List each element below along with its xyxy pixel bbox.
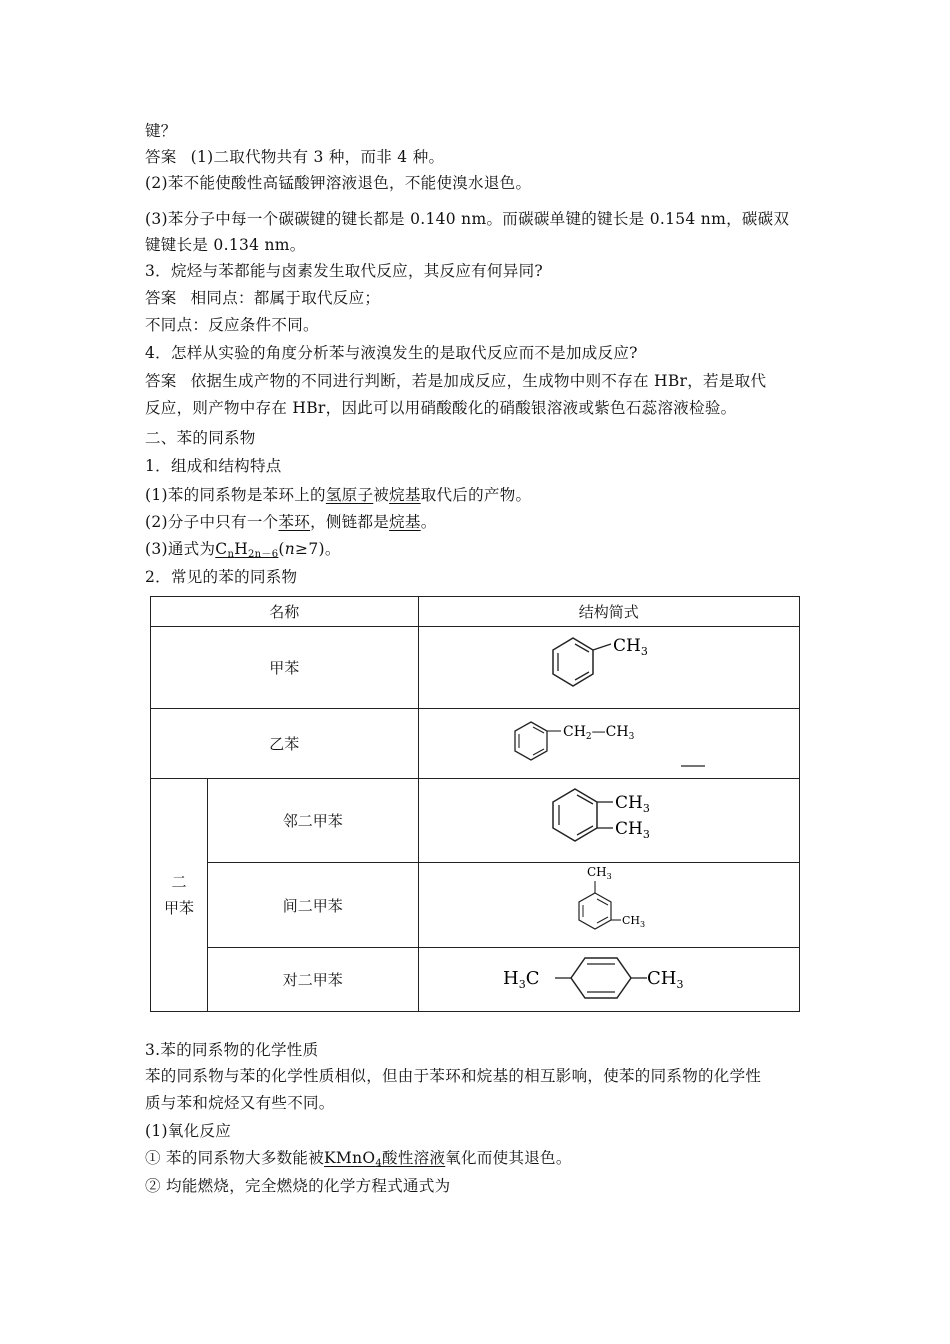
text-segment: 氧化而使其退色。 bbox=[445, 1149, 572, 1167]
line-text: 反应，则产物中存在 HBr，因此可以用硝酸酸化的硝酸银溶液或紫色石蕊溶液检验。 bbox=[145, 399, 737, 417]
ch-sub: 3 bbox=[628, 731, 635, 742]
header-name: 名称 bbox=[151, 597, 419, 627]
text-line bbox=[145, 512, 437, 532]
chain-label bbox=[563, 724, 635, 742]
line-text: (2)苯不能使酸性高锰酸钾溶液退色，不能使溴水退色。 bbox=[145, 174, 532, 192]
text-segment: 被 bbox=[373, 486, 390, 504]
answer-line bbox=[145, 147, 444, 167]
text-line bbox=[145, 1121, 231, 1141]
formula-c: C bbox=[215, 540, 228, 558]
answer-label: 答案 bbox=[145, 289, 177, 307]
underlined-answer: 氢原子 bbox=[325, 486, 374, 504]
table-row bbox=[151, 779, 800, 863]
acid-solution-text: 酸性溶液 bbox=[382, 1149, 446, 1167]
methyl-label bbox=[613, 636, 648, 658]
ch-text: CH bbox=[586, 865, 607, 879]
methyl-label bbox=[615, 793, 650, 815]
compound-name: 甲苯 bbox=[151, 627, 419, 709]
text-line bbox=[145, 398, 736, 418]
question-line bbox=[145, 343, 638, 363]
text-line bbox=[145, 173, 531, 193]
answer-text: (1)二取代物共有 3 种，而非 4 种。 bbox=[190, 148, 445, 166]
text-line bbox=[145, 1176, 450, 1196]
methyl-label bbox=[615, 819, 650, 841]
toluene-structure bbox=[529, 630, 689, 702]
methyl-label bbox=[647, 968, 683, 991]
question-text: 3．烷烃与苯都能与卤素发生取代反应，其反应有何异同? bbox=[145, 262, 543, 280]
text-segment: ( bbox=[278, 540, 285, 558]
ch-sub: 3 bbox=[676, 977, 684, 991]
ethylbenzene-structure bbox=[509, 714, 709, 770]
text-segment: ，侧链都是 bbox=[310, 513, 390, 531]
text-line bbox=[145, 485, 531, 505]
ch-text: CH bbox=[614, 792, 643, 813]
underlined-answer: 烷基 bbox=[389, 513, 421, 531]
text-segment: ≥7)。 bbox=[295, 540, 341, 558]
underlined-answer: 苯环 bbox=[278, 513, 311, 531]
bond-dash: — bbox=[591, 723, 606, 740]
text-line bbox=[145, 235, 306, 255]
text-segment: ① 苯的同系物大多数能被 bbox=[145, 1149, 325, 1167]
m-xylene-structure bbox=[549, 863, 669, 943]
text-segment: (3)通式为 bbox=[145, 540, 216, 558]
ch-sub: 3 bbox=[606, 872, 612, 881]
compound-name: 乙苯 bbox=[151, 709, 419, 779]
ch-text: CH bbox=[562, 723, 586, 740]
underlined-answer bbox=[324, 1149, 445, 1167]
subsection-title: 2．常见的苯的同系物 bbox=[145, 568, 298, 586]
c-text: C bbox=[525, 967, 540, 989]
subsection-title: 3.苯的同系物的化学性质 bbox=[145, 1041, 319, 1059]
ch-text: CH bbox=[605, 723, 629, 740]
subsection-heading bbox=[145, 1040, 318, 1060]
methyl-label bbox=[503, 968, 539, 991]
line-text: (1)氧化反应 bbox=[145, 1122, 232, 1140]
group-label-line: 二 bbox=[171, 873, 187, 891]
formula-h: H bbox=[234, 540, 249, 558]
formula-sub: 2n－6 bbox=[248, 549, 279, 560]
answer-text: 相同点：都属于取代反应； bbox=[190, 289, 381, 307]
table-row bbox=[151, 709, 800, 779]
text-line bbox=[145, 315, 319, 335]
answer-label: 答案 bbox=[145, 148, 177, 166]
underlined-answer: 烷基 bbox=[389, 486, 421, 504]
ch-sub: 3 bbox=[639, 920, 645, 929]
structure-cell bbox=[418, 863, 799, 948]
ch-sub: 2 bbox=[585, 731, 592, 742]
subsection-heading bbox=[145, 456, 282, 476]
line-text: 不同点：反应条件不同。 bbox=[145, 316, 319, 334]
h-text: H bbox=[502, 967, 519, 989]
line-text: 键键长是 0.134 nm。 bbox=[145, 236, 306, 254]
variable-n: n bbox=[284, 540, 296, 558]
section-title: 二、苯的同系物 bbox=[145, 429, 256, 447]
text-line bbox=[145, 1093, 335, 1113]
methyl-label bbox=[622, 914, 645, 929]
structure-cell bbox=[418, 779, 799, 863]
ch-text: CH bbox=[621, 914, 640, 927]
question-line bbox=[145, 261, 543, 281]
text-segment: (1)苯的同系物是苯环上的 bbox=[145, 486, 326, 504]
p-xylene-structure bbox=[499, 950, 719, 1006]
answer-line bbox=[145, 288, 380, 308]
kmno4-text: KMnO bbox=[324, 1149, 376, 1167]
structure-cell bbox=[418, 709, 799, 779]
text-segment: 。 bbox=[420, 513, 437, 531]
h-sub: 3 bbox=[518, 977, 526, 991]
methyl-label bbox=[587, 865, 612, 881]
compound-name: 对二甲苯 bbox=[208, 948, 419, 1012]
text-line bbox=[145, 209, 789, 229]
line-text: 键？ bbox=[145, 122, 177, 140]
formula-n: n bbox=[227, 549, 235, 560]
compound-name: 间二甲苯 bbox=[208, 863, 419, 948]
answer-text: 依据生成产物的不同进行判断，若是加成反应，生成物中则不存在 HBr，若是取代 bbox=[190, 372, 767, 390]
compound-name: 邻二甲苯 bbox=[208, 779, 419, 863]
text-line bbox=[145, 1066, 761, 1086]
o-xylene-structure bbox=[529, 781, 689, 857]
line-text: ② 均能燃烧，完全燃烧的化学方程式通式为 bbox=[145, 1177, 451, 1195]
line-text: 苯的同系物与苯的化学性质相似，但由于苯环和烷基的相互影响，使苯的同系物的化学性 bbox=[145, 1067, 762, 1085]
kmno4-sub: 4 bbox=[375, 1158, 383, 1169]
group-label bbox=[151, 779, 208, 1012]
subsection-title: 1．组成和结构特点 bbox=[145, 457, 282, 475]
table-row bbox=[151, 948, 800, 1012]
line-text: (3)苯分子中每一个碳碳键的键长都是 0.140 nm。而碳碳单键的键长是 0.154 nm，碳碳双 bbox=[145, 210, 790, 228]
line-text: 质与苯和烷烃又有些不同。 bbox=[145, 1094, 335, 1112]
table-row bbox=[151, 627, 800, 709]
table-row bbox=[151, 863, 800, 948]
text-line bbox=[145, 121, 177, 141]
header-structure: 结构简式 bbox=[418, 597, 799, 627]
text-segment: (2)分子中只有一个 bbox=[145, 513, 279, 531]
question-text: 4．怎样从实验的角度分析苯与液溴发生的是取代反应而不是加成反应? bbox=[145, 344, 638, 362]
section-heading bbox=[145, 428, 256, 448]
subsection-heading bbox=[145, 567, 297, 587]
text-line bbox=[145, 1148, 572, 1174]
ch-text: CH bbox=[646, 967, 677, 989]
ch-sub: 3 bbox=[642, 827, 650, 841]
general-formula bbox=[215, 540, 278, 558]
ch-sub: 3 bbox=[640, 644, 648, 658]
group-label-line: 甲苯 bbox=[163, 899, 194, 917]
answer-line bbox=[145, 371, 766, 391]
structure-cell bbox=[418, 948, 799, 1012]
text-segment: 取代后的产物。 bbox=[420, 486, 532, 504]
ch-text: CH bbox=[614, 818, 643, 839]
ch-sub: 3 bbox=[642, 801, 650, 815]
table-header-row bbox=[151, 597, 800, 627]
ch-text: CH bbox=[612, 635, 641, 656]
answer-label: 答案 bbox=[145, 372, 177, 390]
structure-cell bbox=[418, 627, 799, 709]
text-line bbox=[145, 539, 341, 565]
benzene-homologs-table bbox=[150, 596, 800, 1012]
